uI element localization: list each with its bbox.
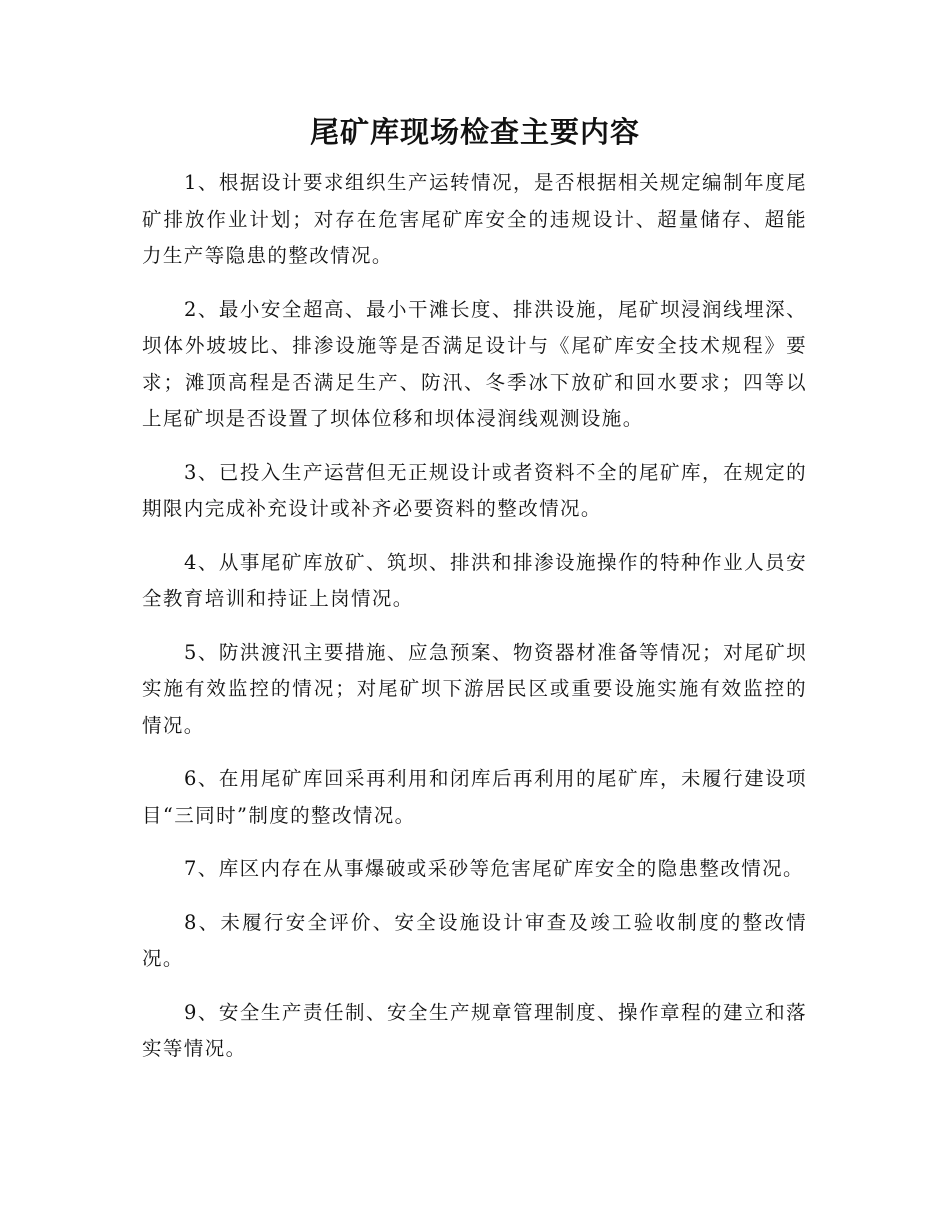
paragraph-7: 7、库区内存在从事爆破或采砂等危害尾矿库安全的隐患整改情况。 bbox=[184, 857, 804, 880]
paragraph-1: 1、根据设计要求组织生产运转情况，是否根据相关规定编制年度尾矿排放作业计划；对存在危害尾矿库安全的违规设计、超量储存、超能力生产等隐患的整改情况。 bbox=[142, 171, 807, 267]
paragraph-9: 9、安全生产责任制、安全生产规章管理制度、操作章程的建立和落实等情况。 bbox=[142, 1000, 807, 1060]
paragraph-4: 4、从事尾矿库放矿、筑坝、排洪和排渗设施操作的特种作业人员安全教育培训和持证上岗情况。 bbox=[142, 550, 807, 610]
document-body bbox=[142, 165, 807, 1085]
paragraph-3: 3、已投入生产运营但无正规设计或者资料不全的尾矿库，在规定的期限内完成补充设计或补齐必要资料的整改情况。 bbox=[142, 460, 807, 520]
paragraph-8: 8、未履行安全评价、安全设施设计审查及竣工验收制度的整改情况。 bbox=[142, 910, 807, 970]
paragraph-6: 6、在用尾矿库回采再利用和闭库后再利用的尾矿库，未履行建设项目“三同时”制度的整改情况。 bbox=[142, 767, 807, 827]
document-title: 尾矿库现场检查主要内容 bbox=[309, 115, 640, 149]
paragraph-5: 5、防洪渡汛主要措施、应急预案、物资器材准备等情况；对尾矿坝实施有效监控的情况；对尾矿坝下游居民区或重要设施实施有效监控的情况。 bbox=[142, 640, 807, 737]
paragraph-2: 2、最小安全超高、最小干滩长度、排洪设施，尾矿坝浸润线埋深、坝体外坡坡比、排渗设施等是否满足设计与《尾矿库安全技术规程》要求；滩顶高程是否满足生产、防汛、冬季冰下放矿和回水要求；四等以上尾矿坝是否设置了坝体位移和坝体浸润线观测设施。 bbox=[142, 297, 807, 430]
